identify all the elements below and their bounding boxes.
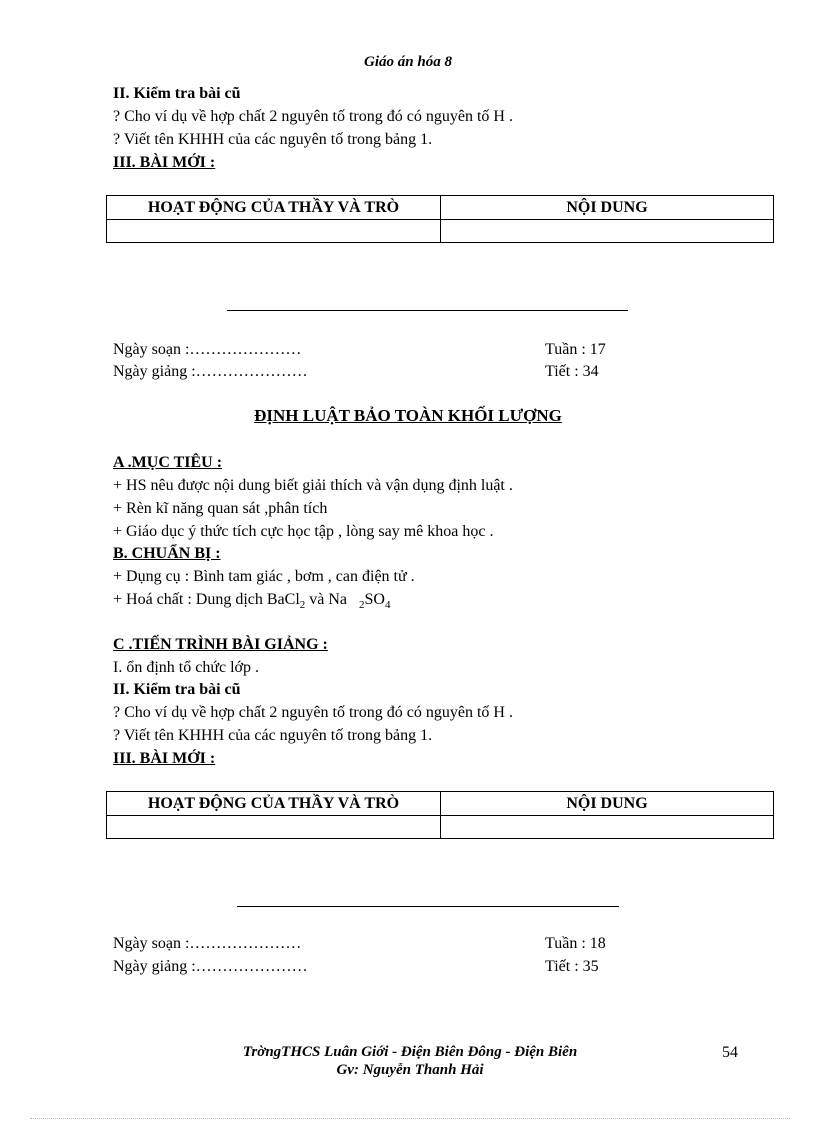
- preparation-title: B. CHUẨN BỊ :: [113, 545, 221, 562]
- new-lesson-title: III. BÀI MỚI :: [113, 154, 216, 171]
- week-label: Tuần : 18: [545, 935, 606, 952]
- process-title: C .TIẾN TRÌNH BÀI GIẢNG :: [113, 636, 328, 653]
- page-number: 54: [722, 1044, 738, 1061]
- activity-table: [106, 195, 774, 243]
- table-cell: [441, 816, 774, 839]
- table-header-activities: HOẠT ĐỘNG CỦA THẦY VÀ TRÒ: [107, 196, 441, 220]
- objective-3: + Giáo dục ý thức tích cực học tập , lòng say mê khoa học .: [113, 523, 494, 540]
- question-1: ? Cho ví dụ về hợp chất 2 nguyên tố trong đó có nguyên tố H .: [113, 108, 513, 125]
- objectives-title: A .MỤC TIÊU :: [113, 454, 223, 471]
- table-header-activities: HOẠT ĐỘNG CỦA THẦY VÀ TRÒ: [107, 792, 441, 816]
- page-edge: [30, 1118, 790, 1119]
- question-2: ? Viết tên KHHH của các nguyên tố trong bảng 1.: [113, 131, 433, 148]
- preparation-2: + Hoá chất : Dung dịch BaCl$_2$ và Na $_2SO_4$: [113, 591, 391, 612]
- date-prepare: Ngày soạn :…………………: [113, 935, 302, 952]
- check-old-lesson-title: II. Kiểm tra bài cũ: [113, 85, 241, 102]
- objective-1: + HS nêu được nội dung biết giải thích và vận dụng định luật .: [113, 477, 513, 494]
- table-header-content: NỘI DUNG: [441, 792, 774, 816]
- new-lesson-title: III. BÀI MỚI :: [113, 750, 216, 767]
- step-1: I. ổn định tổ chức lớp .: [113, 659, 259, 676]
- table-cell: [441, 220, 774, 243]
- divider: [227, 310, 628, 311]
- question-2: ? Viết tên KHHH của các nguyên tố trong bảng 1.: [113, 727, 433, 744]
- table-cell: [107, 220, 441, 243]
- period-label: Tiết : 35: [545, 958, 599, 975]
- date-teach: Ngày giảng :…………………: [113, 958, 308, 975]
- week-label: Tuần : 17: [545, 341, 606, 358]
- question-1: ? Cho ví dụ về hợp chất 2 nguyên tố trong đó có nguyên tố H .: [113, 704, 513, 721]
- objective-2: + Rèn kĩ năng quan sát ,phân tích: [113, 500, 328, 517]
- table-cell: [107, 816, 441, 839]
- preparation-1: + Dụng cụ : Bình tam giác , bơm , can điện tử .: [113, 568, 415, 585]
- footer-school: TrờngTHCS Luân Giới - Điện Biên Đông - Điện Biên: [242, 1044, 578, 1060]
- date-teach: Ngày giảng :…………………: [113, 363, 308, 380]
- page-header: Giáo án hóa 8: [364, 54, 452, 70]
- lesson-title: ĐỊNH LUẬT BẢO TOÀN KHỐI LƯỢNG: [254, 406, 562, 425]
- check-old-lesson-title: II. Kiểm tra bài cũ: [113, 681, 241, 698]
- table-header-content: NỘI DUNG: [441, 196, 774, 220]
- date-prepare: Ngày soạn :…………………: [113, 341, 302, 358]
- footer-teacher: Gv: Nguyễn Thanh Hải: [336, 1062, 484, 1078]
- period-label: Tiết : 34: [545, 363, 599, 380]
- divider: [237, 906, 619, 907]
- activity-table: [106, 791, 774, 839]
